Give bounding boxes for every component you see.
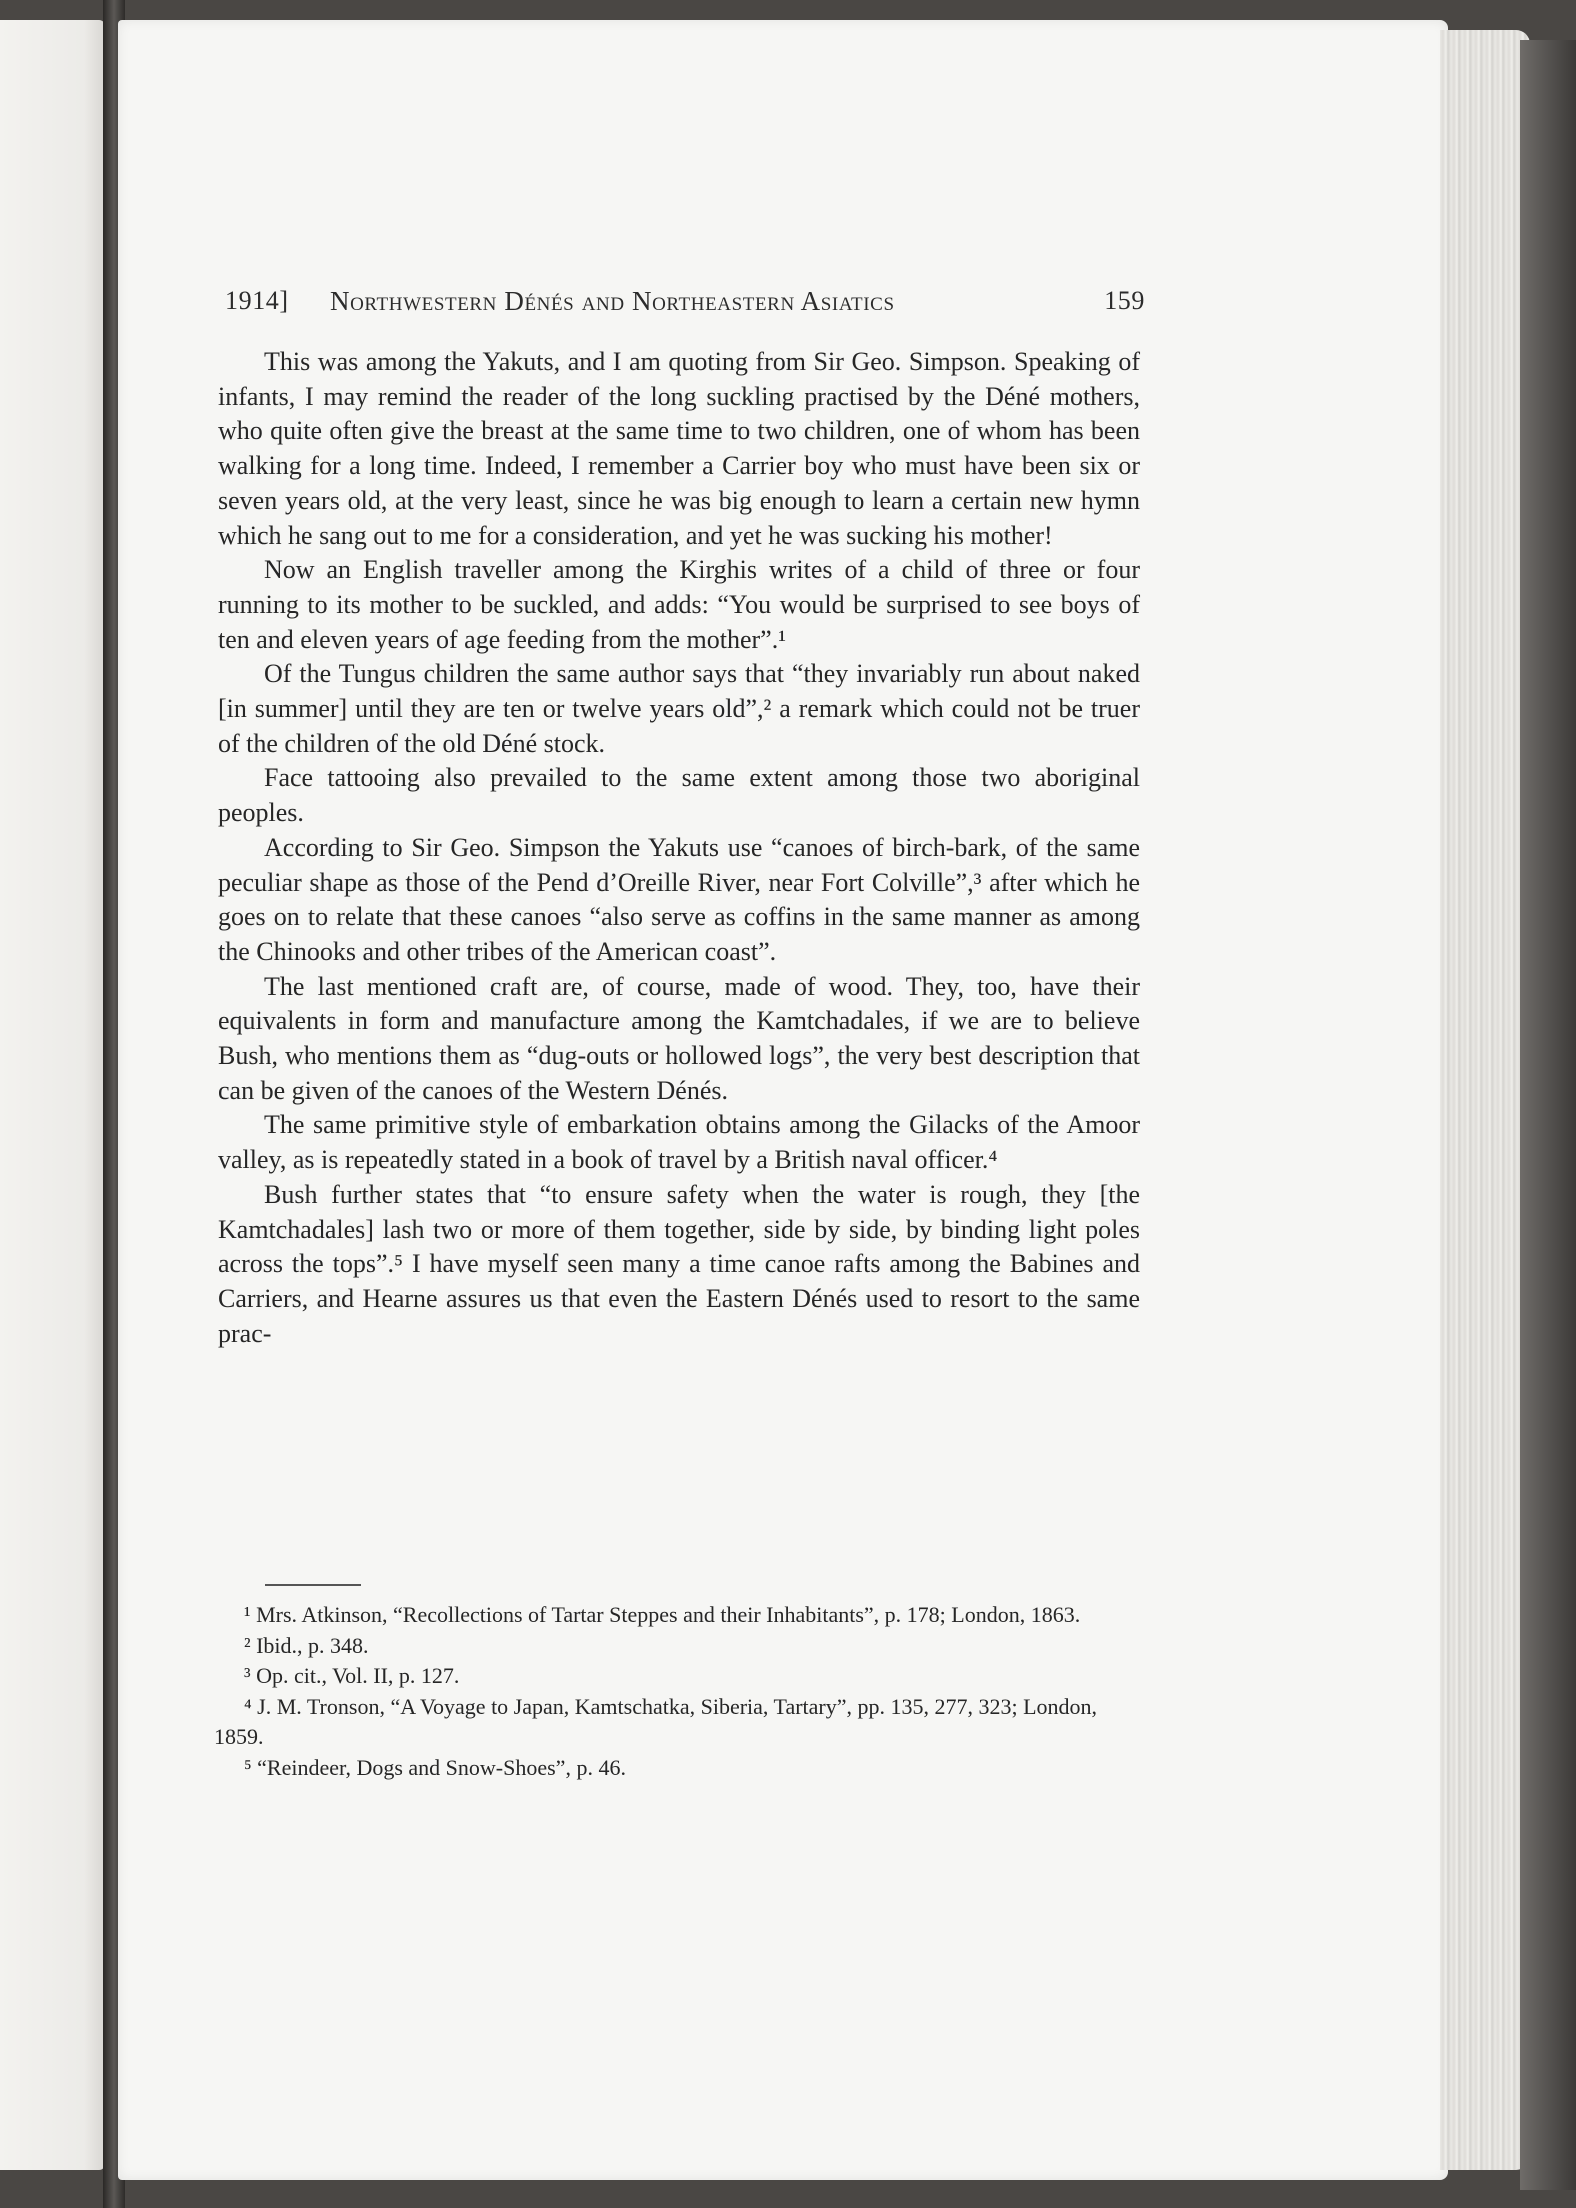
footnote: ¹ Mrs. Atkinson, “Recollections of Tartar Steppes and their Inhabitants”, p. 178; London, 1863. [244, 1602, 1081, 1627]
paragraph: Now an English traveller among the Kirghis writes of a child of three or four running to its mother to be suckled, and adds: “You would be surprised to see boys of ten and eleven years of age feeding from the mother”.¹ [218, 555, 1140, 654]
footnote: ² Ibid., p. 348. [244, 1632, 369, 1658]
header-year: 1914] [225, 286, 289, 315]
page-shadow [1520, 40, 1576, 2190]
paragraph: Bush further states that “to ensure safety when the water is rough, they [the Kamtchadales] lash two or more of them together, side by side, by binding light poles across the tops”.⁵ I have myself seen many a time canoe rafts among the Babines and Carriers, and Hearne assures us that even the Eastern Dénés used to resort to the same prac- [218, 1179, 1140, 1348]
paragraph: The same primitive style of embarkation obtains among the Gilacks of the Amoor valley, as is repeatedly stated in a book of travel by a British naval officer.⁴ [218, 1110, 1140, 1175]
left-page-edge [0, 20, 105, 2170]
paragraph: According to Sir Geo. Simpson the Yakuts use “canoes of birch-bark, of the same peculiar shape as those of the Pend d’Oreille River, near Fort Colville”,³ after which he goes on to relate that these canoes “also serve as coffins in the same manner as among the Chinooks and other tribes of the American coast”. [218, 832, 1140, 966]
running-header [225, 286, 1145, 322]
page-number: 159 [1104, 286, 1145, 315]
paragraph: This was among the Yakuts, and I am quoting from Sir Geo. Simpson. Speaking of infants, I may remind the reader of the long suckling practised by the Déné mothers, who quite often give the breast at the same time to two children, one of whom has been walking for a long time. Indeed, I remember a Carrier boy who must have been six or seven years old, at the very least, since he was big enough to learn a certain new hymn which he sang out to me for a consideration, and yet he was sucking his mother! [218, 347, 1140, 550]
footnote: ⁵ “Reindeer, Dogs and Snow-Shoes”, p. 46. [244, 1754, 626, 1780]
header-title: Northwestern Dénés and Northeastern Asiatics [330, 286, 895, 316]
body-text [218, 345, 1140, 1351]
page-edges [1440, 30, 1530, 2170]
paragraph: Face tattooing also prevailed to the same extent among those two aboriginal peoples. [218, 763, 1140, 828]
footnote: ⁴ J. M. Tronson, “A Voyage to Japan, Kamtschatka, Siberia, Tartary”, pp. 135, 277, 323; London, 1859. [214, 1693, 1098, 1749]
paragraph: Of the Tungus children the same author says that “they invariably run about naked [in summer] until they are ten or twelve years old”,² a remark which could not be truer of the children of the old Déné stock. [218, 659, 1140, 758]
paragraph: The last mentioned craft are, of course, made of wood. They, too, have their equivalents in form and manufacture among the Kamtchadales, if we are to believe Bush, who mentions them as “dug-outs or hollowed logs”, the very best description that can be given of the canoes of the Western Dénés. [218, 971, 1140, 1105]
footnotes [214, 1600, 1140, 1783]
footnote-rule [265, 1584, 361, 1586]
footnote: ³ Op. cit., Vol. II, p. 127. [244, 1663, 460, 1688]
